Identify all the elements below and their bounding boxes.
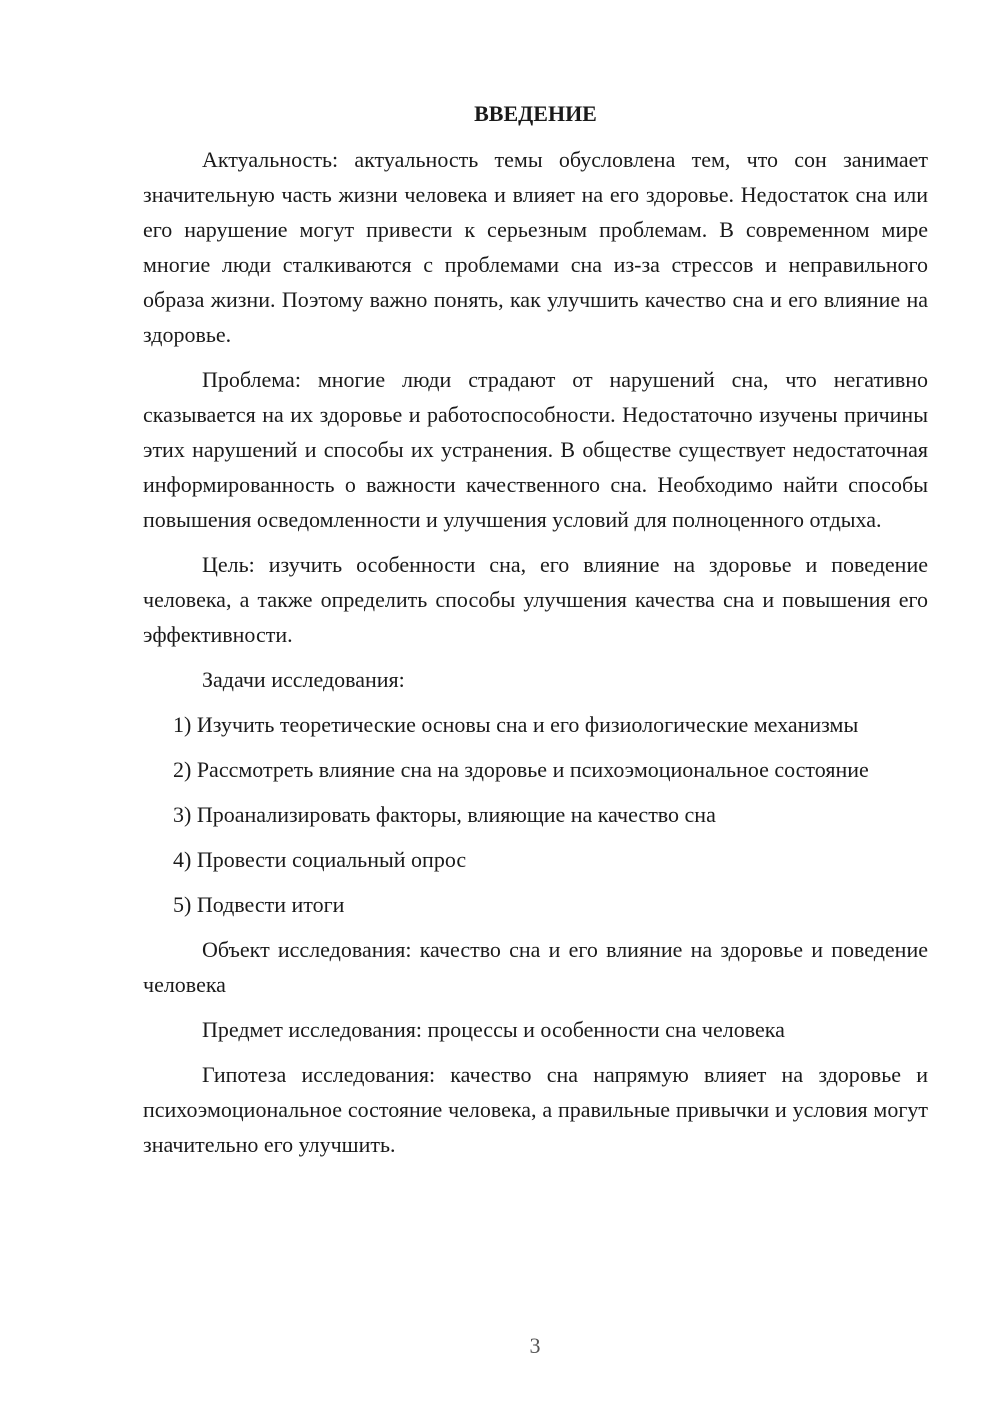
subject-paragraph: Предмет исследования: процессы и особенности сна человека <box>202 1017 785 1042</box>
task-item: 5) Подвести итоги <box>173 892 345 917</box>
section-title: ВВЕДЕНИЕ <box>474 101 597 126</box>
document-page <box>143 96 928 1172</box>
object-paragraph: Объект исследования: качество сна и его влияние на здоровье и поведение человека <box>143 937 928 997</box>
page-number: 3 <box>529 1333 541 1358</box>
hypothesis-paragraph: Гипотеза исследования: качество сна напрямую влияет на здоровье и психоэмоциональное состояние человека, а правильные привычки и условия могут значительно его улучшить. <box>143 1062 928 1157</box>
task-item: 4) Провести социальный опрос <box>173 847 467 872</box>
tasks-heading: Задачи исследования: <box>202 667 405 692</box>
goal-paragraph: Цель: изучить особенности сна, его влияние на здоровье и поведение человека, а также определить способы улучшения качества сна и повышения его эффективности. <box>143 552 928 647</box>
task-item: 3) Проанализировать факторы, влияющие на качество сна <box>173 802 716 827</box>
problem-paragraph: Проблема: многие люди страдают от нарушений сна, что негативно сказывается на их здоровье и работоспособности. Недостаточно изучены причины этих нарушений и способы их устранения. В обществе существует недостаточная информированность о важности качественного сна. Необходимо найти способы повышения осведомленности и улучшения условий для полноценного отдыха. <box>143 367 928 532</box>
task-item: 2) Рассмотреть влияние сна на здоровье и психоэмоциональное состояние <box>173 757 869 782</box>
relevance-paragraph: Актуальность: актуальность темы обусловлена тем, что сон занимает значительную часть жизни человека и влияет на его здоровье. Недостаток сна или его нарушение могут привести к серьезным проблемам. В современном мире многие люди сталкиваются с проблемами сна из-за стрессов и неправильного образа жизни. Поэтому важно понять, как улучшить качество сна и его влияние на здоровье. <box>143 147 928 347</box>
task-item: 1) Изучить теоретические основы сна и его физиологические механизмы <box>173 712 859 737</box>
